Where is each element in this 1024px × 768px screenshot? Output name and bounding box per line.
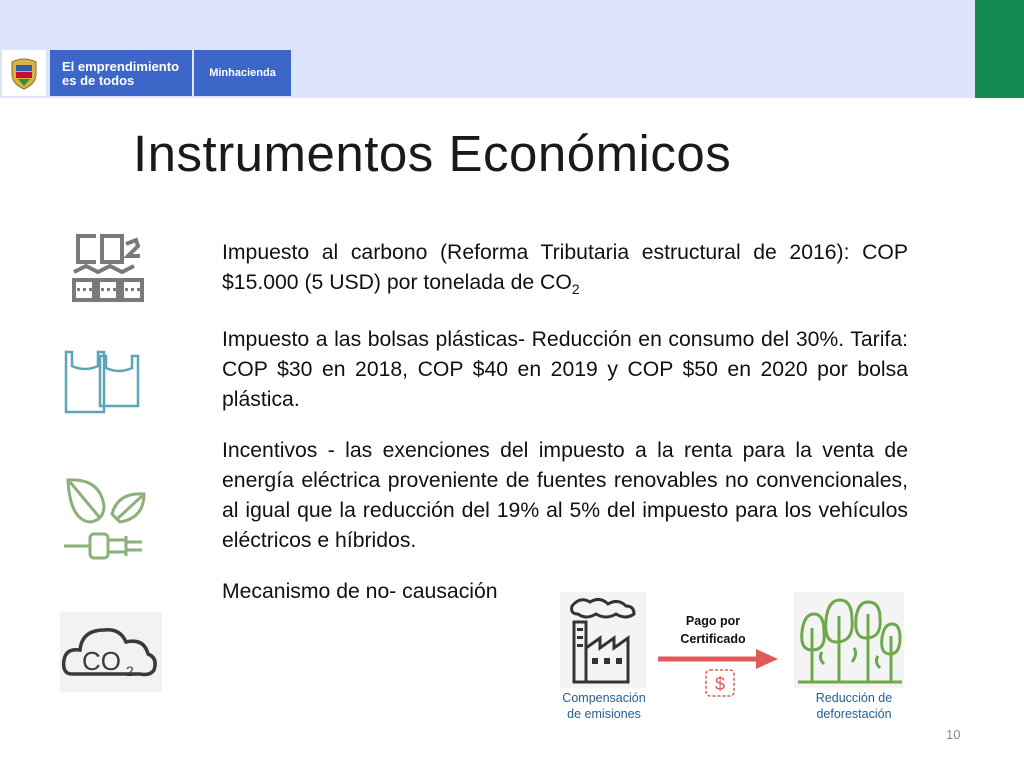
svg-text:$: $	[714, 674, 726, 694]
co2-subscript: 2	[571, 281, 580, 298]
brand-logo	[50, 50, 192, 96]
paragraph-incentives: Incentivos - las exenciones del impuesto a la renta para la venta de energía eléctrica proveniente de fuentes renovables no convencionales, al igual que la reducción del 19% al 5% del impuesto para los vehículos eléctricos e híbridos.	[222, 439, 908, 553]
payment-label-line2: Certificado	[680, 632, 746, 646]
forest-icon	[794, 592, 904, 688]
header-green-accent	[975, 0, 1024, 98]
compensation-label-line2: de emisiones	[567, 707, 641, 721]
compensation-label	[548, 690, 660, 722]
plastic-bags-icon	[60, 342, 146, 418]
page-number: 10	[946, 727, 961, 742]
factory-icon	[560, 592, 646, 688]
paragraph-non-causation: Mecanismo de no- causación	[222, 580, 498, 604]
payment-label-line1: Pago por	[685, 614, 741, 628]
leaf-plug-icon	[60, 474, 150, 564]
body-text	[222, 238, 908, 607]
co2-cloud-icon	[60, 612, 162, 692]
payment-label	[665, 612, 761, 648]
brand-line-1: El emprendimiento	[62, 59, 180, 74]
deforestation-label-line1: Reducción de	[815, 691, 893, 705]
co2-factory-icon	[64, 228, 148, 308]
dollar-coin-icon	[703, 668, 737, 698]
deforestation-label-line2: deforestación	[816, 707, 892, 721]
svg-text:2: 2	[126, 663, 134, 679]
ministry-label: Minhacienda	[209, 67, 276, 79]
carbon-tax-text: Impuesto al carbono (Reforma Tributaria estructural de 2016): COP $15.000 (5 USD) por tonelada de CO	[222, 241, 908, 294]
compensation-label-line1: Compensación	[562, 691, 646, 705]
co2-cloud-text: CO	[82, 646, 121, 676]
page-title: Instrumentos Económicos	[133, 125, 732, 182]
paragraph-carbon-tax	[222, 238, 908, 304]
ministry-logo	[194, 50, 291, 96]
coat-of-arms-logo	[2, 50, 46, 96]
paragraph-plastic-bags: Impuesto a las bolsas plásticas- Reducción en consumo del 30%. Tarifa: COP $30 en 2018, COP $40 en 2019 y COP $50 en 2020 por bolsa plástica.	[222, 328, 908, 412]
deforestation-label	[796, 690, 912, 722]
brand-line-2: es de todos	[62, 73, 135, 88]
